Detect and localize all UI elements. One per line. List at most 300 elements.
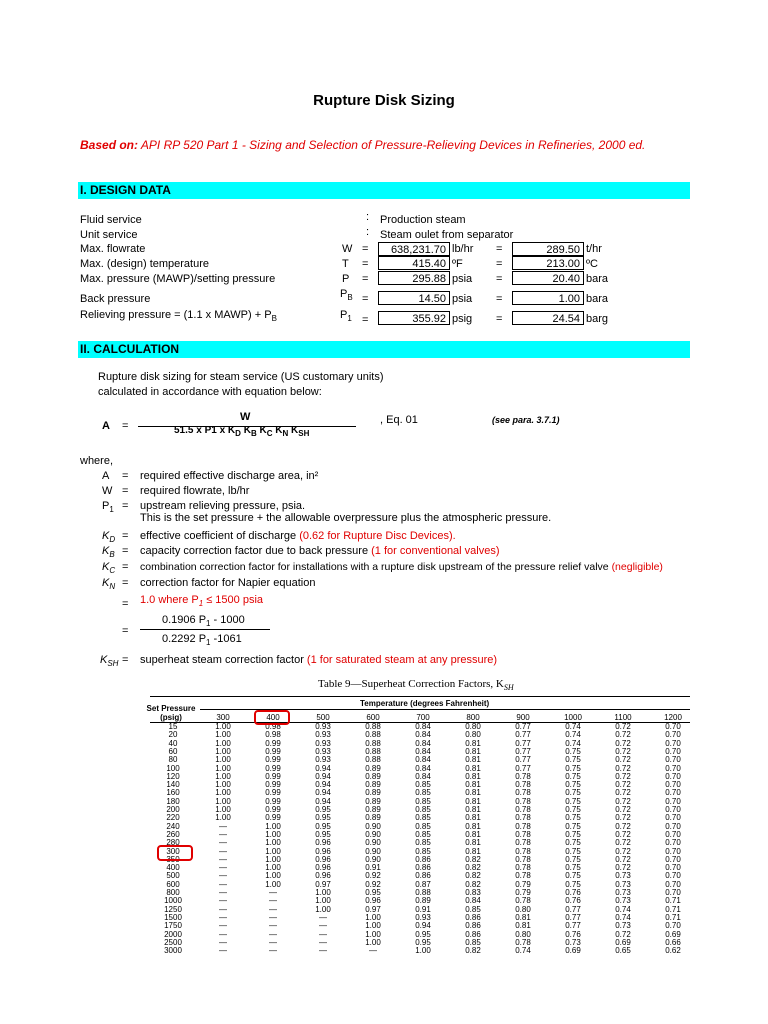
kn-numerator: 0.1906 $P_1 - 1000$ <box>162 614 245 629</box>
pressure-symbol: P <box>342 273 350 285</box>
table-cell: 0.83 <box>465 888 481 897</box>
table-cell: 0.82 <box>465 946 481 956</box>
table-cell: 0.75 <box>565 763 581 773</box>
table-cell: 0.78 <box>515 796 531 806</box>
where-label: where, <box>80 455 114 467</box>
table-cell: 0.81 <box>465 821 481 831</box>
def-text-kb: capacity correction factor due to back pressure (1 for conventional valves) <box>140 545 500 557</box>
temp-col-1100: 1100 <box>614 713 632 722</box>
eq-sign: = <box>122 625 129 637</box>
table-cell: 1.00 <box>265 829 281 839</box>
def-text-kn: correction factor for Napier equation <box>140 577 316 589</box>
table-cell: 0.73 <box>615 871 631 881</box>
table-cell: — <box>319 912 327 922</box>
table-cell: 0.72 <box>615 771 631 781</box>
table-cell: 0.84 <box>465 896 481 906</box>
table-cell: 0.84 <box>415 730 431 740</box>
table-cell: 1.00 <box>215 796 231 806</box>
eq-denominator: 51.5 x P1 x $K_D$ $K_B$ $K_C$ $K_N$ $K_{SH}$ <box>174 425 310 438</box>
table-cell: 0.72 <box>615 730 631 740</box>
table-row-pressure: 160 <box>166 788 180 798</box>
table-cell: 0.81 <box>465 738 481 748</box>
calc-intro-2: calculated in accordance with equation below: <box>98 386 322 398</box>
table-caption: Table 9—Superheat Correction Factors, $K_{SH}$ <box>318 678 514 693</box>
table-cell: 0.84 <box>415 771 431 781</box>
def-text-ksh: superheat steam correction factor (1 for saturated steam at any pressure) <box>140 654 498 666</box>
table-cell: 0.89 <box>365 780 381 790</box>
table-cell: 0.86 <box>465 929 481 939</box>
eq-sign: = <box>362 314 369 326</box>
eq-sign: = <box>362 293 369 305</box>
page-title: Rupture Disk Sizing <box>313 92 455 109</box>
back-pressure-value: 14.50 <box>378 291 450 305</box>
table-cell: 0.70 <box>665 738 681 748</box>
table-cell: 0.72 <box>615 796 631 806</box>
table-cell: 1.00 <box>265 871 281 881</box>
table-cell: 0.62 <box>665 946 681 956</box>
table-cell: — <box>219 912 227 922</box>
back-pressure-unit-si: bara <box>586 293 609 305</box>
def-sym-w: W <box>102 485 113 497</box>
eq-sign: = <box>122 545 129 557</box>
table-cell: — <box>219 821 227 831</box>
table-cell: 0.74 <box>565 730 581 740</box>
table-cell: 0.77 <box>565 904 581 914</box>
table-cell: 0.94 <box>315 788 331 798</box>
table-cell: 0.88 <box>365 738 381 748</box>
table-cell: 1.00 <box>265 821 281 831</box>
table-cell: 0.89 <box>365 788 381 798</box>
eq-equals: = <box>122 420 129 432</box>
table-cell: 0.96 <box>365 896 381 906</box>
eq-sign: = <box>362 273 369 285</box>
flowrate-unit: lb/hr <box>452 243 474 255</box>
def-sym-kd: $K_D$ <box>102 530 116 545</box>
table-cell: 0.88 <box>365 730 381 740</box>
basis-label: Based on: <box>80 138 139 152</box>
table-cell: — <box>219 929 227 939</box>
table-cell: 0.75 <box>565 746 581 756</box>
table-cell: 0.99 <box>265 780 281 790</box>
eq-sign: = <box>122 577 129 589</box>
table-cell: 1.00 <box>265 846 281 856</box>
table-row-pressure: 80 <box>168 755 178 765</box>
temp-col-800: 800 <box>466 713 480 722</box>
temp-col-1200: 1200 <box>664 713 682 722</box>
table-cell: 0.95 <box>415 929 431 939</box>
table-cell: 0.70 <box>665 863 681 873</box>
flowrate-symbol: W <box>342 243 353 255</box>
eq-sign: = <box>122 485 129 497</box>
flowrate-value-si: 289.50 <box>512 242 584 256</box>
table-cell: 0.92 <box>365 879 381 889</box>
table-cell: 0.66 <box>665 937 681 947</box>
kn-denominator: 0.2292 $P_1$ -1061 <box>162 633 242 648</box>
table-cell: 0.78 <box>515 846 531 856</box>
table-cell: — <box>269 921 277 931</box>
table-cell: 0.77 <box>515 746 531 756</box>
table-cell: 0.70 <box>665 854 681 864</box>
table-cell: 0.86 <box>415 871 431 881</box>
table-cell: 1.00 <box>365 929 381 939</box>
table-cell: 0.90 <box>365 821 381 831</box>
table-cell: 0.70 <box>665 763 681 773</box>
table-cell: 0.81 <box>465 746 481 756</box>
table-cell: 0.78 <box>515 805 531 814</box>
table-cell: 0.89 <box>365 813 381 823</box>
table-cell: 0.75 <box>565 813 581 823</box>
table-cell: 0.70 <box>665 796 681 806</box>
table-cell: 0.99 <box>265 805 281 814</box>
pressure-unit-si: bara <box>586 273 609 285</box>
table-cell: 0.81 <box>465 780 481 790</box>
table-cell: 1.00 <box>265 838 281 848</box>
def-text-a: required effective discharge area, in² <box>140 470 319 482</box>
highlight-300psig <box>157 845 193 861</box>
table-cell: 0.77 <box>565 912 581 922</box>
table-cell: — <box>269 896 277 906</box>
table-cell: 0.81 <box>515 921 531 931</box>
table-cell: 0.75 <box>565 838 581 848</box>
table-cell: 0.75 <box>565 755 581 765</box>
fluid-value: Production steam <box>380 214 466 226</box>
eq-numerator: W <box>240 411 251 423</box>
table-cell: 0.95 <box>415 937 431 947</box>
table-cell: 0.89 <box>365 763 381 773</box>
table-cell: 0.89 <box>415 896 431 906</box>
back-pressure-value-si: 1.00 <box>512 291 584 305</box>
table-row-pressure: 800 <box>166 888 180 897</box>
table-cell: — <box>219 871 227 881</box>
table-cell: 1.00 <box>215 805 231 814</box>
table-cell: 0.75 <box>565 771 581 781</box>
basis-text: API RP 520 Part 1 - Sizing and Selection of Pressure-Relieving Devices in Refineries, 2000 ed. <box>140 138 646 152</box>
table-cell: 0.97 <box>365 904 381 914</box>
temp-col-700: 700 <box>416 713 430 722</box>
table-cell: 0.70 <box>665 838 681 848</box>
table-cell: — <box>219 863 227 873</box>
table-cell: — <box>319 921 327 931</box>
section-design-data: I. DESIGN DATA <box>78 182 690 199</box>
table-cell: 0.84 <box>415 722 431 731</box>
unit-label: Unit service <box>80 229 138 241</box>
table-cell: — <box>269 929 277 939</box>
table-cell: 0.96 <box>315 846 331 856</box>
row-header-line-2: (psig) <box>160 713 182 722</box>
back-pressure-symbol: $P_B$ <box>340 288 353 303</box>
def-sym-p1: $P_1$ <box>102 500 114 515</box>
table-cell: 0.75 <box>565 863 581 873</box>
temp-col-300: 300 <box>216 713 230 722</box>
table-cell: — <box>219 888 227 897</box>
table-cell: 1.00 <box>215 755 231 765</box>
relieving-pressure-symbol: $P_1$ <box>340 309 352 324</box>
temperature-unit-si: ºC <box>586 258 598 270</box>
table-cell: 0.76 <box>565 896 581 906</box>
table-cell: 0.72 <box>615 829 631 839</box>
table-cell: 0.95 <box>365 888 381 897</box>
section-calculation: II. CALCULATION <box>78 341 690 358</box>
relieving-pressure-label: Relieving pressure = (1.1 x MAWP) + $P_B$ <box>80 309 277 324</box>
table-cell: 0.93 <box>315 755 331 765</box>
table-cell: 1.00 <box>315 896 331 906</box>
table-cell: 0.93 <box>315 722 331 731</box>
table-cell: 0.72 <box>615 755 631 765</box>
table-cell: 0.70 <box>665 746 681 756</box>
table-cell: 0.74 <box>515 946 531 956</box>
table-cell: 0.85 <box>415 796 431 806</box>
table-cell: 0.75 <box>565 871 581 881</box>
table-cell: 0.75 <box>565 846 581 856</box>
def-text-w: required flowrate, lb/hr <box>140 485 250 497</box>
table-cell: 0.84 <box>415 763 431 773</box>
table-cell: 0.81 <box>465 796 481 806</box>
colon-2: : <box>366 226 370 238</box>
table-row-pressure: 1750 <box>164 921 182 931</box>
table-cell: 0.84 <box>415 755 431 765</box>
eq-sign: = <box>122 561 129 573</box>
table-row-pressure: 1250 <box>164 904 182 914</box>
table-cell: 0.72 <box>615 821 631 831</box>
table-cell: — <box>269 937 277 947</box>
table-cell: 0.69 <box>615 937 631 947</box>
eq-sign: = <box>496 273 503 285</box>
table-cell: 0.85 <box>415 846 431 856</box>
table-cell: 0.99 <box>265 796 281 806</box>
table-cell: — <box>269 946 277 956</box>
table-cell: 0.71 <box>665 904 681 914</box>
table-row-pressure: 40 <box>168 738 178 748</box>
table-cell: 0.75 <box>565 796 581 806</box>
table-cell: 0.85 <box>415 829 431 839</box>
table-cell: 0.99 <box>265 771 281 781</box>
table-cell: — <box>219 946 227 956</box>
table-cell: 0.85 <box>415 805 431 814</box>
table-cell: 1.00 <box>265 879 281 889</box>
table-cell: 1.00 <box>215 722 231 731</box>
table-cell: — <box>219 846 227 856</box>
table-cell: 0.70 <box>665 722 681 731</box>
table-cell: 0.78 <box>515 896 531 906</box>
table-row-pressure: 260 <box>166 829 180 839</box>
eq-sign: = <box>122 470 129 482</box>
table-cell: 0.77 <box>515 730 531 740</box>
table-cell: 0.80 <box>465 730 481 740</box>
table-cell: 0.99 <box>265 746 281 756</box>
table-cell: 0.88 <box>365 746 381 756</box>
table-cell: 0.99 <box>265 788 281 798</box>
pressure-value: 295.88 <box>378 271 450 285</box>
table-cell: 0.84 <box>415 746 431 756</box>
table-cell: 0.79 <box>515 879 531 889</box>
table-cell: 0.73 <box>615 879 631 889</box>
table-row-pressure: 60 <box>168 746 178 756</box>
table-cell: 0.73 <box>615 888 631 897</box>
table-row-pressure: 1500 <box>164 912 182 922</box>
table-cell: 0.75 <box>565 805 581 814</box>
table-cell: 0.73 <box>565 937 581 947</box>
table-cell: 0.70 <box>665 771 681 781</box>
table-cell: 1.00 <box>315 904 331 914</box>
table-cell: 0.91 <box>365 863 381 873</box>
table-cell: 0.80 <box>515 904 531 914</box>
table-cell: 0.71 <box>665 912 681 922</box>
table-row-pressure: 350 <box>166 854 180 864</box>
table-cell: 0.76 <box>565 888 581 897</box>
table-cell: 0.79 <box>515 888 531 897</box>
table-cell: 0.98 <box>265 722 281 731</box>
table-cell: 0.89 <box>365 771 381 781</box>
table-cell: — <box>319 937 327 947</box>
temp-col-500: 500 <box>316 713 330 722</box>
table-cell: 0.81 <box>465 763 481 773</box>
table-cell: 1.00 <box>215 788 231 798</box>
table-cell: 0.96 <box>315 863 331 873</box>
table-cell: 0.93 <box>315 746 331 756</box>
table-row-pressure: 2500 <box>164 937 182 947</box>
table-cell: 0.94 <box>315 780 331 790</box>
temperature-unit: ºF <box>452 258 463 270</box>
table-cell: 0.75 <box>565 854 581 864</box>
table-cell: 0.69 <box>665 929 681 939</box>
table-cell: — <box>219 829 227 839</box>
eq-sign: = <box>496 313 503 325</box>
table-cell: 0.98 <box>265 730 281 740</box>
fluid-label: Fluid service <box>80 214 142 226</box>
eq-sign: = <box>122 654 129 666</box>
table-cell: 0.73 <box>615 896 631 906</box>
table-cell: 0.88 <box>365 722 381 731</box>
table-row-pressure: 2000 <box>164 929 182 939</box>
table-cell: 0.81 <box>465 805 481 814</box>
table-cell: 0.78 <box>515 780 531 790</box>
table-cell: 0.70 <box>665 821 681 831</box>
table-cell: 0.93 <box>315 730 331 740</box>
table-cell: 0.85 <box>415 780 431 790</box>
table-cell: 1.00 <box>365 912 381 922</box>
table-cell: — <box>219 896 227 906</box>
table-cell: 0.77 <box>565 921 581 931</box>
table-cell: 0.69 <box>565 946 581 956</box>
table-cell: 0.94 <box>415 921 431 931</box>
table-cell: 0.72 <box>615 838 631 848</box>
eq-sign: = <box>496 293 503 305</box>
table-row-pressure: 300 <box>166 846 180 856</box>
table-cell: 0.89 <box>365 796 381 806</box>
table-cell: 0.72 <box>615 746 631 756</box>
eq-sign: = <box>122 500 129 512</box>
table-cell: 0.91 <box>415 904 431 914</box>
table-cell: 0.85 <box>415 838 431 848</box>
table-cell: 0.78 <box>515 821 531 831</box>
table-cell: 1.00 <box>315 888 331 897</box>
def-sym-a: A <box>102 470 110 482</box>
table-cell: — <box>219 904 227 914</box>
table-top-rule <box>150 696 690 697</box>
table-cell: 0.74 <box>615 912 631 922</box>
table-cell: 0.77 <box>515 722 531 731</box>
table-cell: 0.94 <box>315 763 331 773</box>
pressure-label: Max. pressure (MAWP)/setting pressure <box>80 273 276 285</box>
basis-line <box>80 138 645 152</box>
eq-sign: = <box>362 243 369 255</box>
relieving-pressure-unit: psig <box>452 313 473 325</box>
table-cell: 0.72 <box>615 813 631 823</box>
table-cell: 0.78 <box>515 863 531 873</box>
table-cell: 0.90 <box>365 829 381 839</box>
kn-fraction-bar <box>140 629 270 630</box>
table-cell: 0.70 <box>665 755 681 765</box>
table-cell: 0.72 <box>615 722 631 731</box>
table-cell: 0.71 <box>665 896 681 906</box>
table-cell: 0.76 <box>565 929 581 939</box>
table-cell: 0.92 <box>365 871 381 881</box>
table-cell: 0.72 <box>615 929 631 939</box>
table-row-pressure: 1000 <box>164 896 182 906</box>
table-cell: 1.00 <box>215 763 231 773</box>
table-cell: 0.81 <box>465 771 481 781</box>
table-cell: 0.72 <box>615 846 631 856</box>
table-cell: 0.95 <box>315 821 331 831</box>
table-cell: 0.72 <box>615 780 631 790</box>
relieving-pressure-value: 355.92 <box>378 311 450 325</box>
table-cell: 0.87 <box>415 879 431 889</box>
table-cell: 0.78 <box>515 771 531 781</box>
def-sym-kc: $K_C$ <box>102 561 116 576</box>
table-cell: 0.70 <box>665 730 681 740</box>
table-cell: 0.95 <box>315 805 331 814</box>
table-cell: 1.00 <box>365 921 381 931</box>
table-cell: 0.99 <box>265 738 281 748</box>
table-cell: 0.96 <box>315 871 331 881</box>
flowrate-value: 638,231.70 <box>378 242 450 256</box>
table-cell: 1.00 <box>215 813 231 823</box>
table-row-pressure: 20 <box>168 730 178 740</box>
table-cell: 0.94 <box>315 771 331 781</box>
table-cell: 0.78 <box>515 854 531 864</box>
table-cell: 0.78 <box>515 838 531 848</box>
table-cell: 0.77 <box>515 763 531 773</box>
relieving-pressure-unit-si: barg <box>586 313 609 325</box>
table-cell: 0.88 <box>415 888 431 897</box>
calc-intro-1: Rupture disk sizing for steam service (US customary units) <box>98 371 384 383</box>
table-cell: — <box>269 888 277 897</box>
highlight-400F <box>254 710 290 725</box>
table-cell: 0.82 <box>465 879 481 889</box>
table-cell: 0.90 <box>365 846 381 856</box>
table-cell: 0.82 <box>465 854 481 864</box>
table-cell: 0.72 <box>615 738 631 748</box>
flowrate-unit-si: t/hr <box>586 243 602 255</box>
table-row-pressure: 3000 <box>164 946 182 956</box>
table-cell: — <box>369 946 377 956</box>
eq-sign: = <box>122 530 129 542</box>
table-cell: 0.78 <box>515 871 531 881</box>
table-row-pressure: 400 <box>166 863 180 873</box>
table-cell: 0.72 <box>615 805 631 814</box>
table-cell: 1.00 <box>415 946 431 956</box>
table-cell: 0.96 <box>315 854 331 864</box>
table-cell: 0.70 <box>665 879 681 889</box>
table-cell: 0.89 <box>365 805 381 814</box>
table-cell: 0.75 <box>565 879 581 889</box>
table-row-pressure: 200 <box>166 805 180 814</box>
table-cell: 1.00 <box>215 746 231 756</box>
table-row-pressure: 120 <box>166 771 180 781</box>
table-cell: 1.00 <box>215 771 231 781</box>
table-cell: 0.85 <box>465 937 481 947</box>
eq-lhs: A <box>102 420 110 432</box>
